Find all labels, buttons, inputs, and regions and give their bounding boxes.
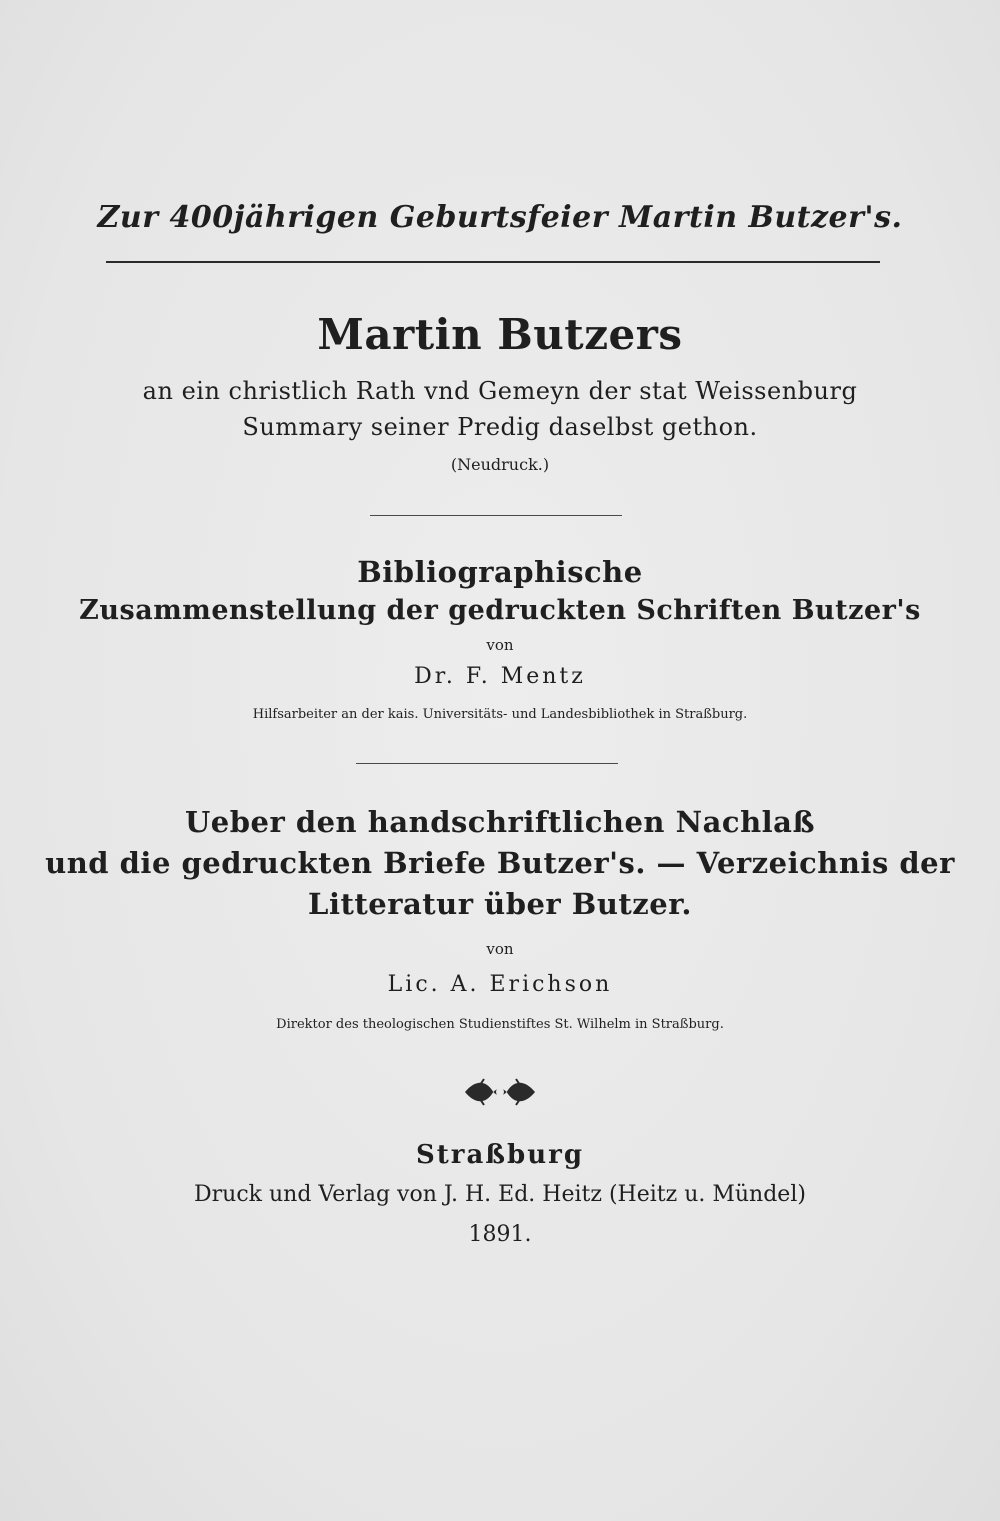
main-title: Martin Butzers xyxy=(317,310,683,359)
author-mentz-role: Hilfsarbeiter an der kais. Universitäts- und Landesbibliothek in Straßburg. xyxy=(252,707,748,722)
imprint-publisher: Druck und Verlag von J. H. Ed. Heitz (Heitz u. Mündel) xyxy=(194,1182,806,1207)
author-erichson-role: Direktor des theologischen Studienstiftes St. Wilhelm in Straßburg. xyxy=(276,1017,724,1032)
imprint-place: Straßburg xyxy=(415,1140,585,1170)
header-rule xyxy=(106,261,880,263)
bibliography-subtitle: Zusammenstellung der gedruckten Schriften Butzer's xyxy=(79,595,921,626)
author-mentz: Dr. F. Mentz xyxy=(414,664,586,689)
section3-line-3: Litteratur über Butzer. xyxy=(308,887,692,921)
subtitle-line-2: Summary seiner Predig daselbst gethon. xyxy=(242,413,758,441)
subtitle-line-1: an ein christlich Rath vnd Gemeyn der stat Weissenburg xyxy=(142,377,858,405)
printer-ornament-icon xyxy=(460,1075,540,1109)
section3-line-1: Ueber den handschriftlichen Nachlaß xyxy=(184,805,815,839)
divider-1 xyxy=(370,515,622,516)
imprint-year: 1891. xyxy=(468,1222,532,1247)
reprint-note: (Neudruck.) xyxy=(450,455,550,474)
divider-2 xyxy=(356,763,618,764)
by-label-1: von xyxy=(486,636,514,654)
series-title: Zur 400jährigen Geburtsfeier Martin Butzer's. xyxy=(97,200,903,235)
section3-line-2: und die gedruckten Briefe Butzer's. — Verzeichnis der xyxy=(45,846,955,880)
bibliography-title: Bibliographische xyxy=(357,555,643,589)
author-erichson: Lic. A. Erichson xyxy=(387,972,613,997)
by-label-2: von xyxy=(486,940,514,958)
